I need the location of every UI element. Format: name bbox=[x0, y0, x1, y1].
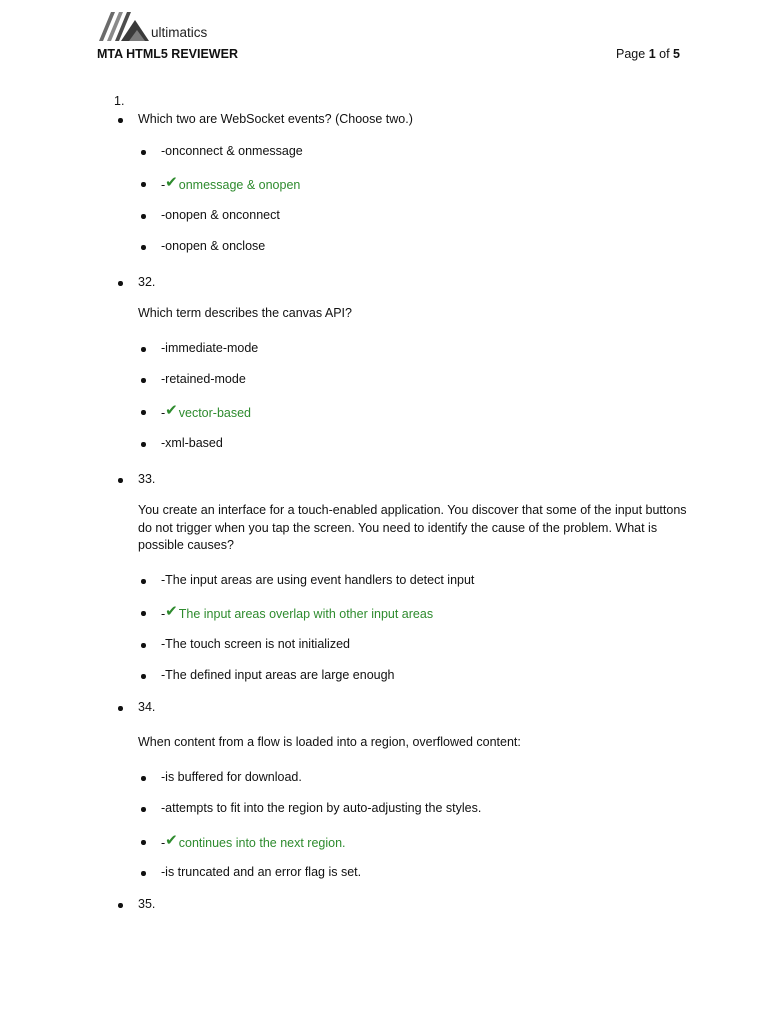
question-number: 1. bbox=[114, 94, 125, 108]
bullet bbox=[141, 182, 146, 187]
page-current: 1 bbox=[648, 47, 656, 61]
bullet bbox=[118, 903, 123, 908]
check-mark-icon: ✔ bbox=[165, 174, 178, 191]
document-title: MTA HTML5 REVIEWER bbox=[97, 47, 238, 61]
bullet bbox=[141, 347, 146, 352]
question-prompt: Which term describes the canvas API? bbox=[138, 306, 352, 320]
bullet bbox=[141, 442, 146, 447]
answer-option: -immediate-mode bbox=[161, 341, 259, 355]
page-of: of bbox=[659, 47, 670, 61]
answer-option-correct: -✔onmessage & onopen bbox=[161, 174, 301, 192]
bullet bbox=[141, 871, 146, 876]
answer-option: -The touch screen is not initialized bbox=[161, 637, 350, 651]
page-indicator bbox=[616, 47, 680, 61]
question-number: 33. bbox=[138, 472, 156, 486]
answer-option: -onopen & onconnect bbox=[161, 208, 280, 222]
bullet bbox=[141, 674, 146, 679]
question-prompt: When content from a flow is loaded into a region, overflowed content: bbox=[138, 735, 521, 749]
check-mark-icon: ✔ bbox=[165, 603, 178, 620]
question-number: 32. bbox=[138, 275, 156, 289]
bullet bbox=[141, 643, 146, 648]
question-prompt: Which two are WebSocket events? (Choose two.) bbox=[138, 112, 413, 126]
answer-option-correct: -✔vector-based bbox=[161, 402, 252, 420]
bullet bbox=[118, 478, 123, 483]
question-number: 34. bbox=[138, 700, 156, 714]
answer-option-correct: -✔The input areas overlap with other input areas bbox=[161, 603, 434, 621]
page-label: Page bbox=[616, 47, 646, 61]
check-mark-icon: ✔ bbox=[165, 832, 178, 849]
question-number: 35. bbox=[138, 897, 156, 911]
bullet bbox=[118, 118, 123, 123]
bullet bbox=[118, 281, 123, 286]
check-mark-icon: ✔ bbox=[165, 402, 178, 419]
bullet bbox=[141, 579, 146, 584]
answer-option: -onopen & onclose bbox=[161, 239, 266, 253]
answer-option: -is truncated and an error flag is set. bbox=[161, 865, 362, 879]
answer-option: -attempts to fit into the region by auto-adjusting the styles. bbox=[161, 801, 482, 815]
bullet bbox=[141, 410, 146, 415]
bullet bbox=[141, 245, 146, 250]
bullet bbox=[141, 214, 146, 219]
answer-option: -The defined input areas are large enough bbox=[161, 668, 395, 682]
bullet bbox=[141, 807, 146, 812]
answer-option-correct: -✔continues into the next region. bbox=[161, 832, 346, 850]
answer-option: -retained-mode bbox=[161, 372, 246, 386]
answer-option: -onconnect & onmessage bbox=[161, 144, 303, 158]
bullet bbox=[141, 611, 146, 616]
bullet bbox=[141, 776, 146, 781]
question-prompt: You create an interface for a touch-enabled application. You discover that some of the input buttons do not trigger when you tap the screen. You need to identify the cause of the problem. What is possible causes? bbox=[138, 503, 687, 552]
answer-option: -xml-based bbox=[161, 436, 223, 450]
page-total: 5 bbox=[673, 47, 680, 61]
answer-option: -The input areas are using event handlers to detect input bbox=[161, 573, 475, 587]
bullet bbox=[141, 378, 146, 383]
bullet bbox=[141, 150, 146, 155]
bullet bbox=[141, 840, 146, 845]
answer-option: -is buffered for download. bbox=[161, 770, 302, 784]
bullet bbox=[118, 706, 123, 711]
logo-text: ultimatics bbox=[151, 25, 208, 40]
